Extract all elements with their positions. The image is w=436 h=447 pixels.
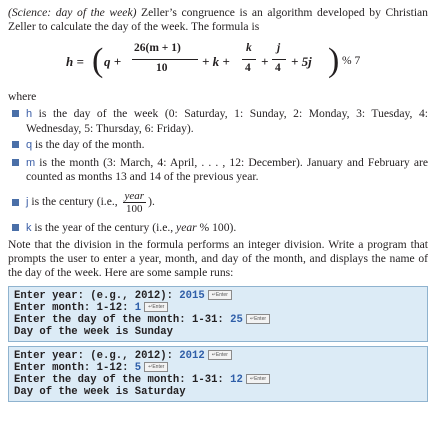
var-q: q xyxy=(26,139,33,151)
run-input: 2015 xyxy=(179,290,205,302)
formula-tail: + 5j xyxy=(291,54,312,69)
var-j: j xyxy=(26,195,29,208)
square-bullet-icon xyxy=(12,224,19,231)
where-label: where xyxy=(8,90,37,103)
definition-text: is the day of the month. xyxy=(32,138,145,151)
enter-key-icon: ↵Enter xyxy=(144,362,168,372)
formula-frac2-bar xyxy=(242,59,256,60)
square-bullet-icon xyxy=(12,159,19,166)
definition-text-end: % 100). xyxy=(196,220,237,234)
definition-text: is the day of the week (0: Saturday, 1: Sunday, 2: Monday, 3: Tuesday, 4: Wednesday, 5: Thursday, 6: Friday). xyxy=(26,107,428,135)
run-line xyxy=(14,374,422,386)
run-line xyxy=(14,302,422,314)
formula-open-paren: ( xyxy=(92,42,104,79)
formula-frac2-num: k xyxy=(246,42,252,54)
definition-text: is the year of the century (i.e., xyxy=(31,220,177,234)
instructions-paragraph: Note that the division in the formula performs an integer division. Write a program that prompts the user to enter a year, month, and day of the month, and displays the name of the day of the week. Here are some sample runs: xyxy=(8,238,428,279)
enter-key-icon: ↵Enter xyxy=(208,290,232,300)
formula-close-paren: ) xyxy=(328,42,340,79)
definition-m xyxy=(8,156,428,184)
run-line xyxy=(14,314,422,326)
zeller-formula xyxy=(8,38,428,84)
century-fraction xyxy=(123,190,147,215)
run-output xyxy=(14,326,422,338)
definition-k xyxy=(8,221,428,236)
enter-key-icon: ↵Enter xyxy=(208,350,232,360)
square-bullet-icon xyxy=(12,110,19,117)
enter-key-icon: ↵Enter xyxy=(144,302,168,312)
run-output xyxy=(14,386,422,398)
run-input: 5 xyxy=(134,362,142,374)
run-input: 12 xyxy=(230,374,243,386)
formula-plus-k: + k + xyxy=(202,54,230,69)
run-prompt: Enter year: (e.g., 2012): xyxy=(14,290,180,302)
variable-definitions xyxy=(8,107,428,235)
run-line xyxy=(14,350,422,362)
formula-frac3-den: 4 xyxy=(275,62,281,74)
definition-text-end: ). xyxy=(148,194,155,208)
run-input: 25 xyxy=(230,314,243,326)
run-result: Day of the week is Sunday xyxy=(14,326,173,338)
run-input: 2012 xyxy=(179,350,205,362)
definition-h xyxy=(8,107,428,135)
run-input: 1 xyxy=(134,302,142,314)
formula-lhs: h = xyxy=(66,54,84,69)
run-prompt: Enter the day of the month: 1-31: xyxy=(14,314,231,326)
run-line xyxy=(14,362,422,374)
run-result: Day of the week is Saturday xyxy=(14,386,186,398)
square-bullet-icon xyxy=(12,199,19,206)
enter-key-icon: ↵Enter xyxy=(246,314,270,324)
formula-frac1-den: 10 xyxy=(156,62,168,74)
enter-key-icon: ↵Enter xyxy=(246,374,270,384)
exercise-title: (Science: day of the week) xyxy=(8,6,137,19)
square-bullet-icon xyxy=(12,141,19,148)
formula-frac3-num: j xyxy=(277,42,281,54)
intro-text: Zeller’s congruence is an algorithm developed by Christian Zeller to calculate the day of the week. The formula is xyxy=(8,6,428,33)
fraction-denominator: 100 xyxy=(126,202,143,215)
formula-mod: % 7 xyxy=(342,55,361,67)
formula-frac2-den: 4 xyxy=(245,62,251,74)
sample-run-2 xyxy=(8,346,428,402)
run-prompt: Enter month: 1-12: xyxy=(14,362,135,374)
formula-frac1-bar xyxy=(132,59,198,60)
var-h: h xyxy=(26,108,33,120)
sample-run-1 xyxy=(8,286,428,342)
definition-text: is the month (3: March, 4: April, . . . , 12: December). January and February are counted as months 13 and 14 of the previous year. xyxy=(26,155,428,183)
run-prompt: Enter month: 1-12: xyxy=(14,302,135,314)
fraction-numerator: year xyxy=(124,189,145,202)
definition-q xyxy=(8,138,428,153)
definition-text: is the century (i.e., xyxy=(28,194,121,208)
definition-j xyxy=(8,190,428,215)
var-m: m xyxy=(26,156,36,169)
definition-italic: year xyxy=(176,220,197,234)
run-prompt: Enter the day of the month: 1-31: xyxy=(14,374,231,386)
var-k: k xyxy=(26,221,32,234)
intro-paragraph xyxy=(8,6,428,34)
formula-q: q + xyxy=(104,54,122,69)
formula-frac1-num: 26(m + 1) xyxy=(134,42,181,54)
formula-frac3-bar xyxy=(272,59,286,60)
formula-plus: + xyxy=(261,54,269,69)
run-line xyxy=(14,290,422,302)
run-prompt: Enter year: (e.g., 2012): xyxy=(14,350,180,362)
